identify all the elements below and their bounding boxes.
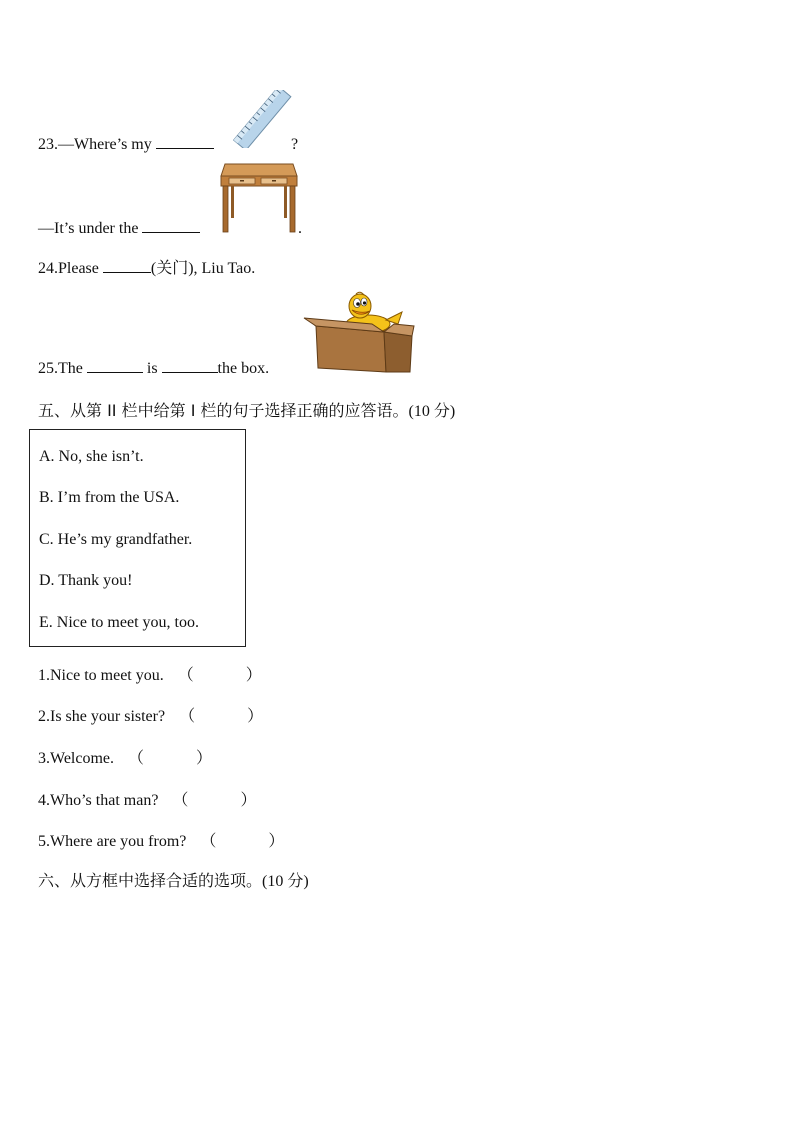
s5-answer-2-open: （: [179, 708, 196, 725]
section6-title: [38, 868, 309, 891]
option-a: A. No, she isn’t.: [39, 448, 144, 465]
q23-line1: [38, 136, 214, 154]
section6-score: (10 分): [262, 873, 309, 890]
s5-answer-4-open: （: [172, 792, 189, 809]
q25-prefix: 25.The: [38, 360, 83, 377]
s5-question-3-text: 3.Welcome.: [38, 750, 115, 767]
s5-answer-5-close: ）: [268, 833, 285, 850]
q23-question-mark: ?: [291, 136, 299, 153]
q23-line2: [38, 220, 200, 238]
option-b: B. I’m from the USA.: [39, 489, 180, 506]
q25-blank-1[interactable]: [87, 371, 143, 373]
s5-answer-2-close: ）: [247, 708, 264, 725]
answer-options-box: [29, 429, 246, 647]
q24-line: [38, 255, 255, 278]
s5-question-4-text: 4.Who’s that man?: [38, 792, 159, 809]
s5-question-2-text: 2.Is she your sister?: [38, 708, 166, 725]
s5-answer-4-close: ）: [240, 792, 257, 809]
ruler-image: [232, 90, 294, 148]
s5-answer-1-close: ）: [245, 667, 262, 684]
q24-blank[interactable]: [103, 271, 151, 273]
q25-blank-2[interactable]: [162, 371, 218, 373]
q25-mid: is: [146, 360, 158, 377]
option-d: D. Thank you!: [39, 572, 133, 589]
q25-line: [38, 360, 269, 378]
q25-suffix: the box.: [217, 360, 270, 377]
s5-answer-5-open: （: [200, 833, 217, 850]
s5-question-1: [38, 662, 262, 685]
s5-question-1-text: 1.Nice to meet you.: [38, 667, 164, 684]
q23-blank-1[interactable]: [156, 147, 214, 149]
s5-answer-3-open: （: [128, 750, 145, 767]
q24-prefix: 24.Please: [38, 260, 99, 277]
option-c: C. He’s my grandfather.: [39, 531, 193, 548]
s5-question-5: [38, 828, 284, 851]
section5-title: [38, 398, 455, 421]
s5-answer-1-open: （: [177, 667, 194, 684]
s5-question-4: [38, 787, 256, 810]
section5-title-text: 五、从第 II 栏中给第 I 栏的句子选择正确的应答语。: [38, 401, 409, 420]
option-e: E. Nice to meet you, too.: [39, 614, 199, 631]
q24-suffix: (关门), Liu Tao.: [150, 260, 256, 277]
s5-question-2: [38, 703, 263, 726]
q23-line2-prefix: —It’s under the: [38, 220, 139, 237]
section5-score: (10 分): [408, 403, 456, 420]
section6-title-text: 六、从方框中选择合适的选项。: [38, 871, 263, 890]
q23-line1-prefix: 23.—Where’s my: [38, 136, 152, 153]
s5-question-3: [38, 745, 212, 768]
desk-image: [219, 162, 299, 234]
s5-answer-3-close: ）: [196, 750, 213, 767]
s5-question-5-text: 5.Where are you from?: [38, 833, 187, 850]
q23-period: .: [298, 220, 302, 237]
duck-in-box-image: [302, 290, 416, 374]
q23-blank-2[interactable]: [142, 231, 200, 233]
